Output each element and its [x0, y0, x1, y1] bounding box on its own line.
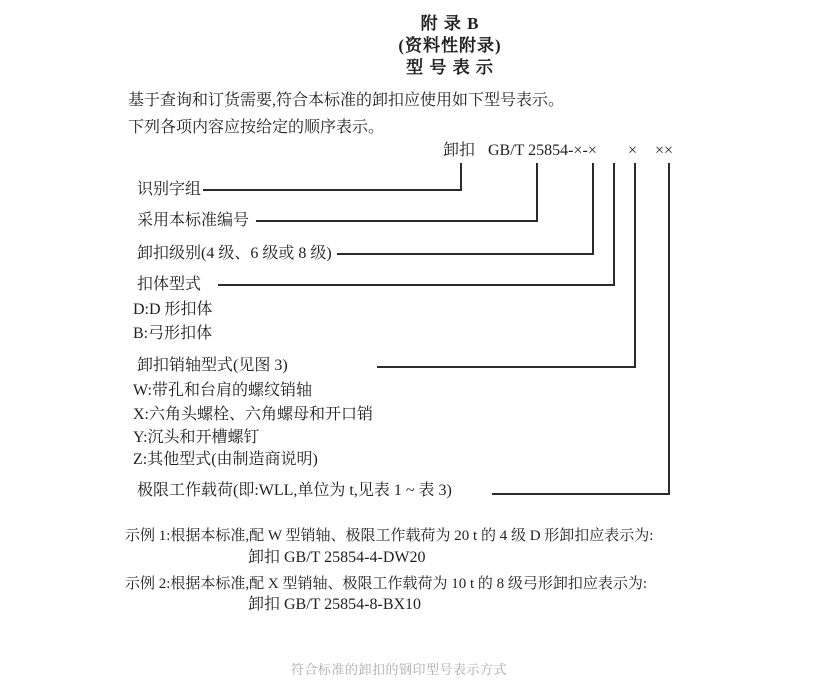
label-pin-type: 卸扣销轴型式(见图 3): [137, 357, 288, 374]
label-pin-type-w: W:带孔和台肩的螺纹销轴: [133, 382, 312, 399]
label-pin-type-x: X:六角头螺栓、六角螺母和开口销: [133, 406, 374, 423]
section-heading: 型 号 表 示: [406, 58, 494, 77]
connector-pin-type-v: [634, 163, 636, 368]
intro-line-2: 下列各项内容应按给定的顺序表示。: [128, 119, 385, 136]
connector-standard-number-h: [256, 220, 538, 222]
model-wll-placeholder: ××: [655, 142, 674, 159]
appendix-note: (资料性附录): [398, 36, 502, 55]
connector-body-type-h: [218, 284, 615, 286]
connector-wll-v: [668, 163, 670, 495]
label-body-type: 扣体型式: [137, 276, 202, 293]
appendix-title: 附 录 B: [420, 14, 480, 33]
connector-grade-h: [337, 253, 594, 255]
label-wll: 极限工作载荷(即:WLL,单位为 t,见表 1 ~ 表 3): [137, 482, 452, 499]
example-1-code: 卸扣 GB/T 25854-4-DW20: [248, 549, 426, 566]
model-pin-placeholder: ×: [628, 142, 638, 159]
label-body-type-b: B:弓形扣体: [133, 325, 213, 342]
example-2-code: 卸扣 GB/T 25854-8-BX10: [248, 596, 422, 613]
connector-wll-h: [492, 493, 670, 495]
figure-caption: 符合标准的卸扣的钢印型号表示方式: [290, 662, 507, 677]
label-grade: 卸扣级别(4 级、6 级或 8 级): [137, 245, 332, 262]
model-prefix: 卸扣: [443, 142, 476, 159]
connector-identification-v: [460, 163, 462, 191]
label-body-type-d: D:D 形扣体: [133, 301, 213, 318]
connector-pin-type-h: [377, 366, 636, 368]
connector-standard-number-v: [536, 163, 538, 222]
label-pin-type-y: Y:沉头和开槽螺钉: [133, 429, 260, 446]
label-pin-type-z: Z:其他型式(由制造商说明): [133, 451, 318, 468]
model-code: GB/T 25854-×-×: [488, 142, 597, 159]
intro-line-1: 基于查询和订货需要,符合本标准的卸扣应使用如下型号表示。: [128, 92, 565, 109]
connector-identification-h: [203, 189, 462, 191]
example-2-text: 示例 2:根据本标准,配 X 型销轴、极限工作载荷为 10 t 的 8 级弓形卸扣应表示为:: [125, 576, 648, 592]
connector-body-type-v: [613, 163, 615, 286]
label-identification: 识别字组: [137, 181, 202, 198]
label-standard-number: 采用本标准编号: [137, 212, 250, 229]
example-1-text: 示例 1:根据本标准,配 W 型销轴、极限工作载荷为 20 t 的 4 级 D 形卸扣应表示为:: [125, 528, 654, 544]
connector-grade-v: [592, 163, 594, 255]
